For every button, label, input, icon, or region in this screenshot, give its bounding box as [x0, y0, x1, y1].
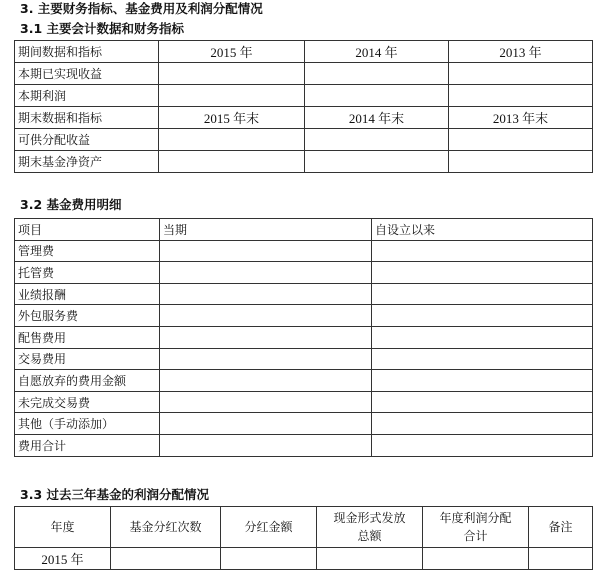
- empty-cell: [372, 305, 593, 327]
- section-heading: 3. 主要财务指标、基金费用及利润分配情况: [20, 1, 263, 16]
- empty-cell: [372, 413, 593, 435]
- empty-cell: [160, 434, 372, 456]
- empty-cell: [159, 151, 305, 173]
- table-row: [15, 348, 593, 370]
- table-row: [15, 262, 593, 284]
- row-label: 期末基金净资产: [15, 151, 159, 173]
- empty-cell: [305, 85, 449, 107]
- header-cell: 基金分红次数: [111, 507, 221, 548]
- table-row: [15, 391, 593, 413]
- table-row: [15, 548, 593, 570]
- fund-expenses-table: [14, 218, 593, 457]
- profit-distribution-table: [14, 506, 593, 570]
- empty-cell: [372, 348, 593, 370]
- table-row: [15, 151, 593, 173]
- row-label: 其他（手动添加）: [15, 413, 160, 435]
- empty-cell: [372, 262, 593, 284]
- header-cell: 年度: [15, 507, 111, 548]
- header-cell: 项目: [15, 219, 160, 241]
- empty-cell: [160, 283, 372, 305]
- table-header-row: [15, 41, 593, 63]
- table-header-row: [15, 507, 593, 548]
- empty-cell: [449, 151, 593, 173]
- row-label: 2015 年: [15, 548, 111, 570]
- empty-cell: [159, 129, 305, 151]
- empty-cell: [160, 240, 372, 262]
- empty-cell: [160, 348, 372, 370]
- header-cell: 自设立以来: [372, 219, 593, 241]
- row-label: 费用合计: [15, 434, 160, 456]
- table-row: [15, 434, 593, 456]
- row-label: 交易费用: [15, 348, 160, 370]
- row-label: 管理费: [15, 240, 160, 262]
- empty-cell: [160, 391, 372, 413]
- table-row: [15, 283, 593, 305]
- empty-cell: [372, 434, 593, 456]
- row-label: 外包服务费: [15, 305, 160, 327]
- table-header-row: [15, 219, 593, 241]
- empty-cell: [372, 283, 593, 305]
- table-row: [15, 326, 593, 348]
- subsection-heading-3-2: 3.2 基金费用明细: [20, 197, 122, 212]
- empty-cell: [449, 129, 593, 151]
- empty-cell: [449, 63, 593, 85]
- empty-cell: [423, 548, 529, 570]
- subsection-heading-3-1: 3.1 主要会计数据和财务指标: [20, 21, 184, 36]
- table-row: [15, 413, 593, 435]
- header-cell: 2015 年: [159, 41, 305, 63]
- table-row: [15, 129, 593, 151]
- empty-cell: [372, 370, 593, 392]
- subsection-heading-3-3: 3.3 过去三年基金的利润分配情况: [20, 487, 209, 502]
- row-label: 可供分配收益: [15, 129, 159, 151]
- row-label: 本期利润: [15, 85, 159, 107]
- empty-cell: [317, 548, 423, 570]
- row-label: 配售费用: [15, 326, 160, 348]
- header-cell: 现金形式发放总额: [317, 507, 423, 548]
- empty-cell: [160, 326, 372, 348]
- header-cell: 2014 年末: [305, 107, 449, 129]
- header-cell: 期间数据和指标: [15, 41, 159, 63]
- header-cell: 期末数据和指标: [15, 107, 159, 129]
- header-cell: 2013 年: [449, 41, 593, 63]
- empty-cell: [159, 63, 305, 85]
- empty-cell: [372, 391, 593, 413]
- header-cell: 年度利润分配合计: [423, 507, 529, 548]
- empty-cell: [305, 151, 449, 173]
- header-cell: 备注: [529, 507, 593, 548]
- table-row: [15, 240, 593, 262]
- row-label: 托管费: [15, 262, 160, 284]
- header-cell: 2015 年末: [159, 107, 305, 129]
- table-row: [15, 63, 593, 85]
- financial-indicators-table: [14, 40, 593, 173]
- table-row: [15, 85, 593, 107]
- empty-cell: [305, 129, 449, 151]
- header-cell: 分红金额: [221, 507, 317, 548]
- empty-cell: [221, 548, 317, 570]
- empty-cell: [160, 413, 372, 435]
- header-cell: 当期: [160, 219, 372, 241]
- row-label: 业绩报酬: [15, 283, 160, 305]
- empty-cell: [160, 305, 372, 327]
- table-header-row: [15, 107, 593, 129]
- header-cell: 2013 年末: [449, 107, 593, 129]
- empty-cell: [529, 548, 593, 570]
- empty-cell: [372, 240, 593, 262]
- empty-cell: [372, 326, 593, 348]
- table-row: [15, 370, 593, 392]
- empty-cell: [160, 262, 372, 284]
- empty-cell: [305, 63, 449, 85]
- row-label: 本期已实现收益: [15, 63, 159, 85]
- empty-cell: [111, 548, 221, 570]
- table-row: [15, 305, 593, 327]
- empty-cell: [159, 85, 305, 107]
- empty-cell: [160, 370, 372, 392]
- row-label: 自愿放弃的费用金额: [15, 370, 160, 392]
- header-cell: 2014 年: [305, 41, 449, 63]
- empty-cell: [449, 85, 593, 107]
- row-label: 未完成交易费: [15, 391, 160, 413]
